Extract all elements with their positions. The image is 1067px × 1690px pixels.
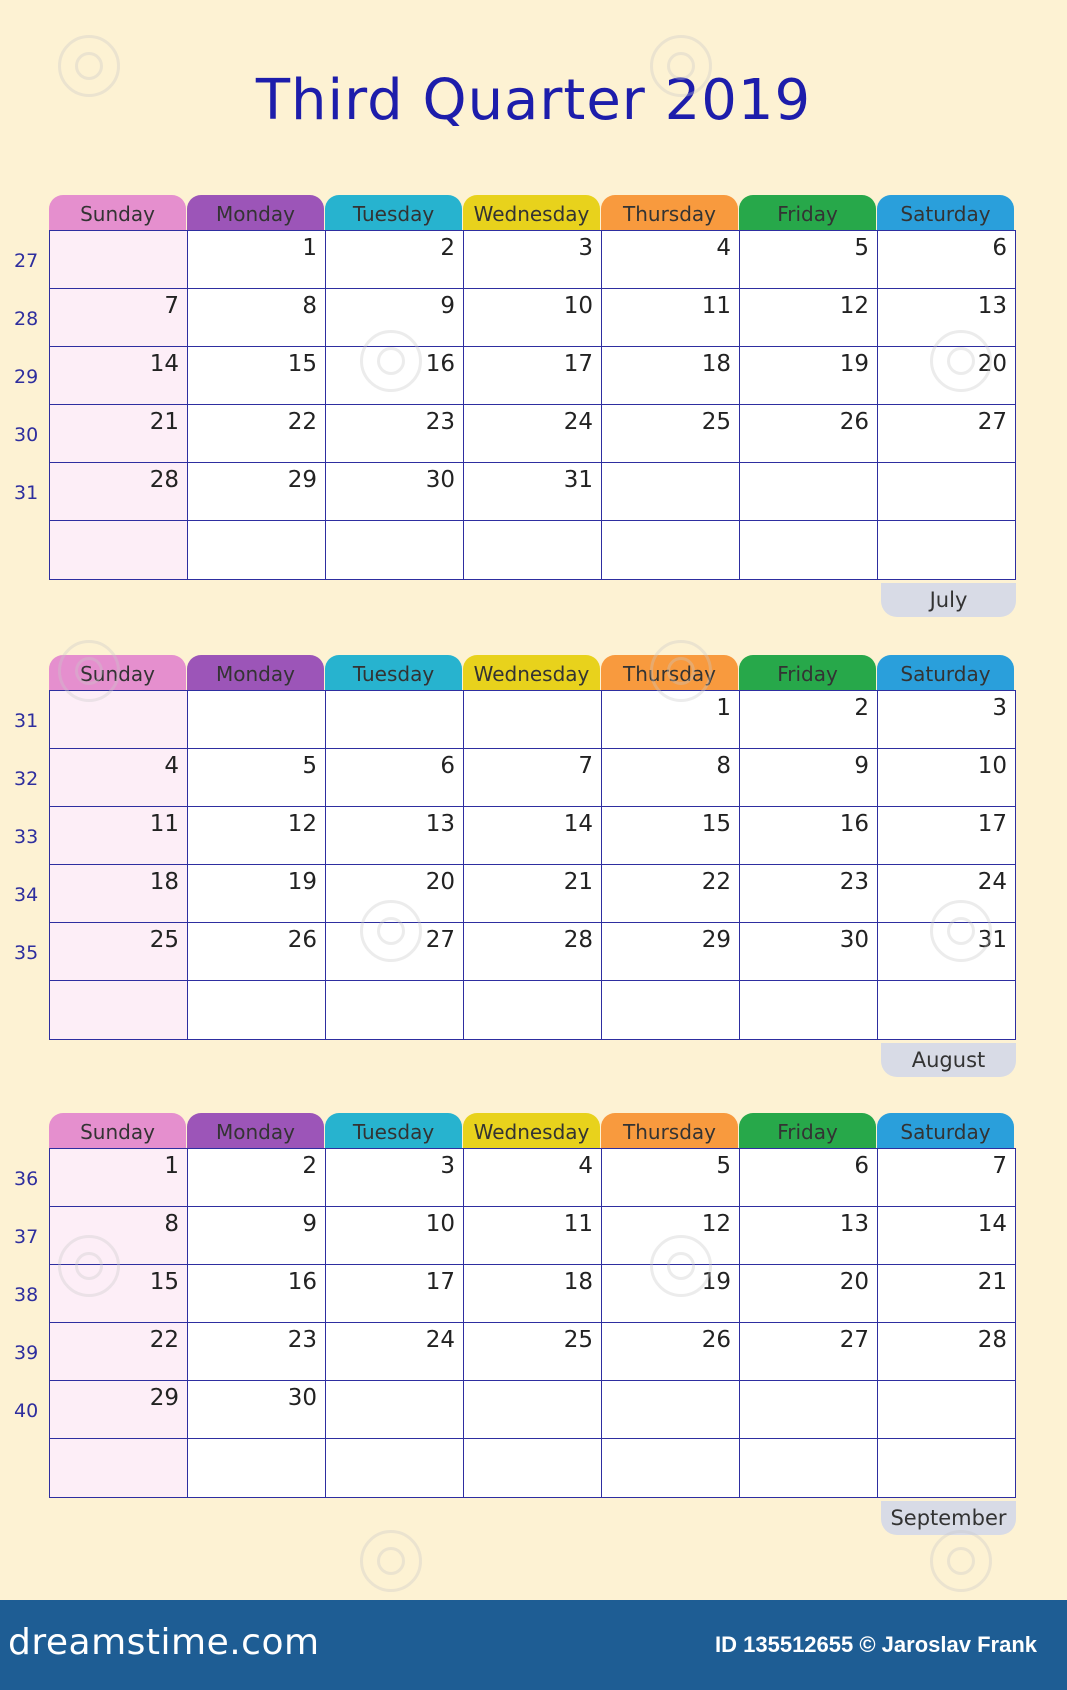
week-number: 36 [14,1168,39,1190]
day-number: 11 [701,293,731,319]
day-cell[interactable] [602,405,740,463]
day-number: 24 [425,1327,455,1353]
weekday-tab-thursday: Thursday [601,1113,738,1148]
day-cell[interactable] [878,1149,1015,1207]
week-number: 31 [14,710,39,732]
day-number: 26 [701,1327,731,1353]
weekday-tab-tuesday: Tuesday [325,195,462,230]
day-cell[interactable] [50,807,188,865]
day-cell[interactable] [326,1265,464,1323]
day-cell[interactable] [464,1439,602,1497]
day-number: 4 [164,753,179,779]
day-number: 25 [701,409,731,435]
day-number: 17 [563,351,593,377]
day-cell[interactable] [50,289,188,347]
day-cell[interactable] [740,1265,878,1323]
day-cell[interactable] [878,807,1015,865]
day-cell[interactable] [464,865,602,923]
day-number: 22 [701,869,731,895]
day-number: 12 [287,811,317,837]
day-number: 20 [425,869,455,895]
day-cell[interactable] [740,347,878,405]
day-cell[interactable] [188,463,326,521]
week-number: 37 [14,1226,39,1248]
day-cell[interactable] [188,1323,326,1381]
day-number: 5 [716,1153,731,1179]
day-cell[interactable] [602,981,740,1039]
day-cell[interactable] [50,1149,188,1207]
day-cell[interactable] [188,347,326,405]
day-cell[interactable] [188,923,326,981]
month-label-tab: August [881,1043,1016,1077]
weekday-tab-saturday: Saturday [877,655,1014,690]
week-number: 39 [14,1342,39,1364]
day-cell[interactable] [740,1381,878,1439]
day-number: 23 [287,1327,317,1353]
day-cell[interactable] [740,231,878,289]
day-number: 22 [149,1327,179,1353]
day-number: 15 [149,1269,179,1295]
day-number: 16 [839,811,869,837]
day-cell[interactable] [740,1323,878,1381]
day-cell[interactable] [50,981,188,1039]
day-cell[interactable] [326,981,464,1039]
month-calendar-august [0,655,1067,1075]
day-number: 5 [302,753,317,779]
day-cell[interactable] [188,405,326,463]
month-grid [49,690,1016,1040]
month-calendar-september [0,1113,1067,1533]
day-number: 19 [839,351,869,377]
day-number: 1 [302,235,317,261]
day-cell[interactable] [326,691,464,749]
day-number: 8 [302,293,317,319]
day-number: 13 [839,1211,869,1237]
page-title: Third Quarter 2019 [255,68,812,133]
day-cell[interactable] [188,691,326,749]
day-number: 31 [977,927,1007,953]
day-number: 24 [563,409,593,435]
day-number: 13 [425,811,455,837]
week-number: 34 [14,884,39,906]
watermark-swirl-icon [930,1530,992,1592]
day-number: 5 [854,235,869,261]
day-cell[interactable] [50,691,188,749]
day-number: 26 [287,927,317,953]
day-number: 29 [701,927,731,953]
week-number: 27 [14,250,39,272]
day-number: 9 [440,293,455,319]
watermark-swirl-icon [650,35,712,97]
day-cell[interactable] [326,1207,464,1265]
day-cell[interactable] [602,923,740,981]
day-number: 6 [440,753,455,779]
week-number: 38 [14,1284,39,1306]
watermark-swirl-icon [930,330,992,392]
day-cell[interactable] [50,865,188,923]
day-number: 30 [287,1385,317,1411]
day-cell[interactable] [326,1381,464,1439]
day-cell[interactable] [464,289,602,347]
day-number: 17 [977,811,1007,837]
day-cell[interactable] [740,691,878,749]
day-number: 3 [992,695,1007,721]
weekday-tab-saturday: Saturday [877,1113,1014,1148]
day-number: 27 [839,1327,869,1353]
day-cell[interactable] [464,231,602,289]
day-cell[interactable] [740,289,878,347]
day-cell[interactable] [602,347,740,405]
day-cell[interactable] [602,1439,740,1497]
footer-bar [0,1600,1067,1690]
watermark-swirl-icon [650,1235,712,1297]
day-cell[interactable] [602,807,740,865]
day-number: 16 [287,1269,317,1295]
day-cell[interactable] [878,1439,1015,1497]
day-number: 3 [578,235,593,261]
day-cell[interactable] [602,521,740,579]
weekday-tab-friday: Friday [739,195,876,230]
weekday-header [49,195,1016,230]
day-number: 3 [440,1153,455,1179]
day-cell[interactable] [326,749,464,807]
day-cell[interactable] [326,405,464,463]
weekday-tab-tuesday: Tuesday [325,1113,462,1148]
day-cell[interactable] [878,521,1015,579]
day-cell[interactable] [740,807,878,865]
day-number: 18 [701,351,731,377]
day-cell[interactable] [878,691,1015,749]
day-number: 15 [287,351,317,377]
day-number: 20 [977,351,1007,377]
day-cell[interactable] [464,463,602,521]
day-cell[interactable] [464,521,602,579]
day-cell[interactable] [878,463,1015,521]
day-number: 29 [149,1385,179,1411]
week-number: 40 [14,1400,39,1422]
day-number: 10 [425,1211,455,1237]
day-number: 11 [563,1211,593,1237]
day-number: 4 [578,1153,593,1179]
day-number: 25 [149,927,179,953]
weekday-header [49,1113,1016,1148]
day-cell[interactable] [50,1381,188,1439]
weekday-tab-wednesday: Wednesday [463,655,600,690]
day-cell[interactable] [464,347,602,405]
weekday-tab-sunday: Sunday [49,1113,186,1148]
day-number: 20 [839,1269,869,1295]
watermark-swirl-icon [58,35,120,97]
weekday-tab-sunday: Sunday [49,655,186,690]
day-cell[interactable] [740,1149,878,1207]
day-cell[interactable] [740,981,878,1039]
weekday-tab-sunday: Sunday [49,195,186,230]
day-cell[interactable] [464,1207,602,1265]
day-cell[interactable] [740,923,878,981]
day-cell[interactable] [188,749,326,807]
day-number: 30 [425,467,455,493]
weekday-tab-thursday: Thursday [601,195,738,230]
week-number: 32 [14,768,39,790]
day-number: 28 [977,1327,1007,1353]
day-number: 27 [425,927,455,953]
day-cell[interactable] [464,405,602,463]
day-cell[interactable] [188,1149,326,1207]
day-cell[interactable] [602,463,740,521]
day-cell[interactable] [464,1381,602,1439]
day-cell[interactable] [50,463,188,521]
day-number: 21 [149,409,179,435]
day-number: 14 [149,351,179,377]
day-number: 7 [164,293,179,319]
day-number: 6 [992,235,1007,261]
day-cell[interactable] [464,981,602,1039]
day-cell[interactable] [740,463,878,521]
day-cell[interactable] [740,405,878,463]
day-cell[interactable] [50,749,188,807]
day-cell[interactable] [326,1439,464,1497]
day-cell[interactable] [740,865,878,923]
day-cell[interactable] [878,1323,1015,1381]
day-cell[interactable] [602,749,740,807]
day-number: 19 [287,869,317,895]
day-cell[interactable] [188,1439,326,1497]
day-cell[interactable] [740,1207,878,1265]
day-number: 21 [563,869,593,895]
day-number: 12 [839,293,869,319]
month-label-tab: September [881,1501,1016,1535]
day-number: 21 [977,1269,1007,1295]
day-number: 24 [977,869,1007,895]
day-cell[interactable] [464,807,602,865]
day-number: 12 [701,1211,731,1237]
day-number: 2 [440,235,455,261]
day-cell[interactable] [326,1149,464,1207]
week-number: 35 [14,942,39,964]
day-cell[interactable] [188,289,326,347]
day-number: 9 [302,1211,317,1237]
day-cell[interactable] [50,405,188,463]
day-cell[interactable] [602,1381,740,1439]
weekday-header [49,655,1016,690]
day-cell[interactable] [878,1265,1015,1323]
day-cell[interactable] [602,1323,740,1381]
day-number: 10 [977,753,1007,779]
day-number: 9 [854,753,869,779]
day-number: 31 [563,467,593,493]
day-cell[interactable] [464,923,602,981]
day-number: 14 [977,1211,1007,1237]
day-cell[interactable] [602,865,740,923]
day-cell[interactable] [878,1381,1015,1439]
day-number: 15 [701,811,731,837]
day-cell[interactable] [878,231,1015,289]
watermark-swirl-icon [650,640,712,702]
weekday-tab-saturday: Saturday [877,195,1014,230]
day-number: 10 [563,293,593,319]
day-cell[interactable] [464,1265,602,1323]
day-number: 6 [854,1153,869,1179]
day-number: 4 [716,235,731,261]
day-number: 18 [149,869,179,895]
day-number: 7 [992,1153,1007,1179]
weekday-tab-friday: Friday [739,655,876,690]
day-number: 7 [578,753,593,779]
day-number: 28 [563,927,593,953]
month-grid [49,1148,1016,1498]
weekday-tab-wednesday: Wednesday [463,1113,600,1148]
day-number: 27 [977,409,1007,435]
day-number: 17 [425,1269,455,1295]
watermark-swirl-icon [360,900,422,962]
day-cell[interactable] [50,347,188,405]
day-number: 18 [563,1269,593,1295]
day-number: 2 [854,695,869,721]
week-number: 33 [14,826,39,848]
day-number: 30 [839,927,869,953]
day-cell[interactable] [50,1323,188,1381]
day-cell[interactable] [602,289,740,347]
day-cell[interactable] [740,749,878,807]
month-grid [49,230,1016,580]
day-cell[interactable] [50,923,188,981]
day-cell[interactable] [326,463,464,521]
day-cell[interactable] [464,1323,602,1381]
watermark-swirl-icon [58,1235,120,1297]
watermark-swirl-icon [360,330,422,392]
day-cell[interactable] [602,1149,740,1207]
watermark-swirl-icon [360,1530,422,1592]
day-number: 22 [287,409,317,435]
footer-brand: dreamstime.com [8,1622,320,1663]
weekday-tab-monday: Monday [187,655,324,690]
day-cell[interactable] [50,521,188,579]
weekday-tab-tuesday: Tuesday [325,655,462,690]
day-cell[interactable] [50,231,188,289]
day-number: 14 [563,811,593,837]
day-number: 23 [839,869,869,895]
month-label-tab: July [881,583,1016,617]
day-cell[interactable] [878,749,1015,807]
day-cell[interactable] [188,231,326,289]
day-cell[interactable] [878,1207,1015,1265]
week-number: 30 [14,424,39,446]
day-number: 8 [164,1211,179,1237]
day-number: 1 [164,1153,179,1179]
day-cell[interactable] [50,1439,188,1497]
day-cell[interactable] [464,1149,602,1207]
watermark-swirl-icon [58,640,120,702]
day-cell[interactable] [878,405,1015,463]
day-cell[interactable] [326,1323,464,1381]
weekday-tab-friday: Friday [739,1113,876,1148]
day-number: 19 [701,1269,731,1295]
weekday-tab-thursday: Thursday [601,655,738,690]
watermark-swirl-icon [930,900,992,962]
day-cell[interactable] [188,807,326,865]
day-number: 26 [839,409,869,435]
day-cell[interactable] [326,807,464,865]
day-cell[interactable] [602,231,740,289]
day-cell[interactable] [188,1207,326,1265]
day-number: 25 [563,1327,593,1353]
day-cell[interactable] [326,231,464,289]
week-number: 29 [14,366,39,388]
day-cell[interactable] [188,865,326,923]
weekday-tab-wednesday: Wednesday [463,195,600,230]
day-cell[interactable] [878,981,1015,1039]
day-cell[interactable] [464,691,602,749]
day-number: 1 [716,695,731,721]
day-cell[interactable] [188,1381,326,1439]
day-number: 11 [149,811,179,837]
day-cell[interactable] [326,521,464,579]
day-number: 2 [302,1153,317,1179]
day-number: 23 [425,409,455,435]
day-cell[interactable] [188,981,326,1039]
day-cell[interactable] [188,1265,326,1323]
day-number: 28 [149,467,179,493]
footer-credit: ID 135512655 © Jaroslav Frank [715,1632,1037,1657]
day-number: 8 [716,753,731,779]
week-number: 31 [14,482,39,504]
day-number: 29 [287,467,317,493]
day-number: 16 [425,351,455,377]
day-cell[interactable] [464,749,602,807]
day-cell[interactable] [188,521,326,579]
weekday-tab-monday: Monday [187,195,324,230]
day-number: 13 [977,293,1007,319]
weekday-tab-monday: Monday [187,1113,324,1148]
day-cell[interactable] [740,1439,878,1497]
day-cell[interactable] [740,521,878,579]
month-calendar-july [0,195,1067,615]
week-number: 28 [14,308,39,330]
